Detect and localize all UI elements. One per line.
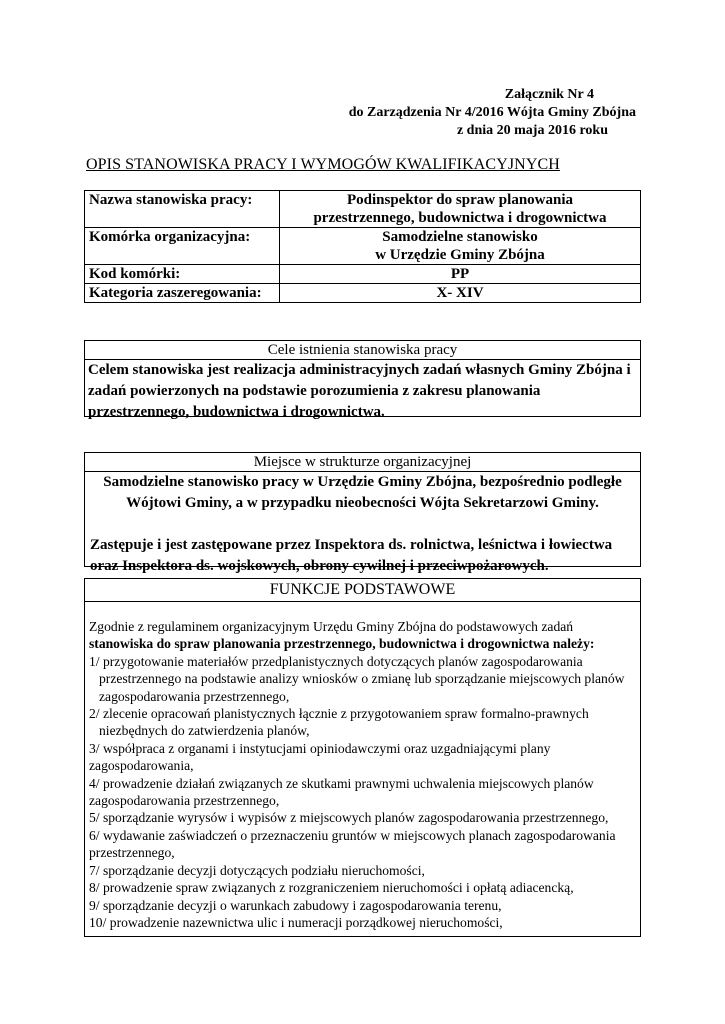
annex-date: z dnia 20 maja 2016 roku (456, 123, 608, 138)
row-label: Komórka organizacyjna: (85, 228, 280, 265)
substitution-text: Zastępuje i jest zastępowane przez Inspektora ds. rolnictwa, leśnictwa i łowiectwa oraz Inspektora ds. wojskowych, obrony cywilnej i przeciwpożarowych. (90, 537, 613, 574)
structure-heading: Miejsce w strukturze organizacyjnej (85, 453, 640, 472)
goals-heading: Cele istnienia stanowiska pracy (85, 341, 640, 360)
list-item: 2/ zlecenie opracowań planistycznych łącznie z przygotowaniem spraw formalno-prawnych niezbędnych do zatwierdzenia planów, (89, 706, 589, 739)
document-title: OPIS STANOWISKA PRACY I WYMOGÓW KWALIFIKACYJNYCH (86, 156, 560, 173)
list-item: 6/ wydawanie zaświadczeń o przeznaczeniu gruntów w miejscowych planach zagospodarowania przestrzennego, (89, 827, 616, 861)
row-value: X- XIV (280, 284, 641, 303)
row-label: Kategoria zaszeregowania: (85, 284, 280, 303)
row-label: Kod komórki: (85, 265, 280, 284)
value-line: Samodzielne stanowisko (382, 229, 538, 245)
functions-body (85, 602, 640, 931)
list-item: 10/ prowadzenie nazewnictwa ulic i numeracji porządkowej nieruchomości, (89, 914, 503, 930)
row-value: PP (280, 265, 641, 284)
list-item: 7/ sporządzanie decyzji dotyczących podziału nieruchomości, (89, 862, 425, 878)
table-row (85, 191, 641, 228)
functions-heading: FUNKCJE PODSTAWOWE (85, 579, 640, 602)
intro-bold: stanowiska do spraw planowania przestrzennego, budownictwa i drogownictwa (89, 636, 550, 652)
row-label: Nazwa stanowiska pracy: (85, 191, 280, 228)
structure-text: Samodzielne stanowisko pracy w Urzędzie Gminy Zbójna, bezpośrednio podległe Wójtowi Gminy, a w przypadku nieobecności Wójta Sekretarzowi Gminy. (103, 474, 622, 511)
table-row (85, 228, 641, 265)
list-item: 3/ współpraca z organami i instytucjami opiniodawczymi oraz uzgadniającymi plany zagospodarowania, (89, 740, 551, 774)
row-value (280, 191, 641, 228)
structure-section (84, 452, 641, 574)
functions-intro (89, 618, 636, 653)
table-row (85, 265, 641, 284)
table-row (85, 284, 641, 303)
list-item: 8/ prowadzenie spraw związanych z rozgraniczeniem nieruchomości i opłatą adiacencką, (89, 880, 574, 896)
annex-header (349, 86, 636, 140)
functions-section (84, 578, 641, 937)
list-item: 4/ prowadzenie działań związanych ze skutkami prawnymi uchwalenia miejscowych planów zagospodarowania przestrzennego, (89, 775, 594, 809)
intro-suffix: należy: (552, 636, 595, 652)
list-item: 1/ przygotowanie materiałów przedplanistycznych dotyczących planów zagospodarowania przestrzennego na podstawie analizy wniosków o zmianę lub sporządzanie miejscowych planów zagospodarowania przestrzennego, (89, 653, 625, 704)
position-info-table (84, 190, 641, 303)
list-item: 9/ sporządzanie decyzji o warunkach zabudowy i zagospodarowania terenu, (89, 897, 502, 913)
row-value (280, 228, 641, 265)
value-line: przestrzennego, budownictwa i drogownictwa (313, 210, 607, 226)
annex-title: Załącznik Nr 4 (504, 87, 594, 102)
goals-text: Celem stanowiska jest realizacja administracyjnych zadań własnych Gminy Zbójna i zadań powierzonych na podstawie porozumienia z zakresu planowania przestrzennego, budownictwa i drogownictwa. (88, 362, 631, 420)
annex-reference: do Zarządzenia Nr 4/2016 Wójta Gminy Zbójna (348, 105, 636, 120)
intro-prefix: Zgodnie z regulaminem organizacyjnym Urzędu Gminy Zbójna do podstawowych zadań (89, 619, 574, 634)
structure-body (85, 472, 640, 577)
value-line: Podinspektor do spraw planowania (346, 192, 574, 208)
list-item: 5/ sporządzanie wyrysów i wypisów z miejscowych planów zagospodarowania przestrzennego, (89, 810, 609, 826)
goals-section (84, 340, 641, 420)
value-line: w Urzędzie Gminy Zbójna (375, 247, 545, 263)
